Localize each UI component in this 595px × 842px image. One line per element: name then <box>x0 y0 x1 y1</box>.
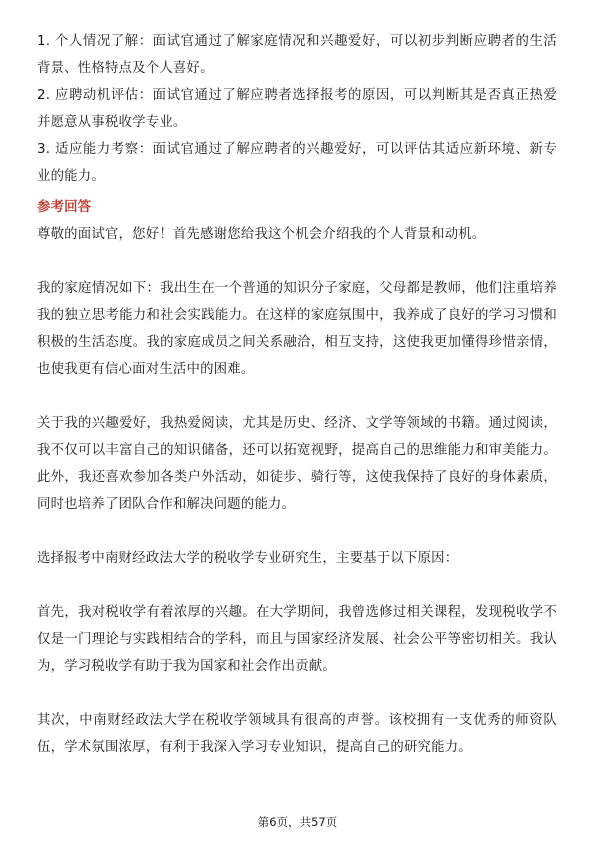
page-footer <box>0 814 595 830</box>
answer-paragraph-reason-first: 首先，我对税收学有着浓厚的兴趣。在大学期间，我曾选修过相关课程，发现税收学不仅是一门理论与实践相结合的学科，而且与国家经济发展、社会公平等密切相关。我认为，学习税收学有助于我为国家和社会作出贡献。 <box>37 605 557 674</box>
criteria-item-2: 2. 应聘动机评估：面试官通过了解应聘者选择报考的原因，可以判断其是否真正热爱并愿意从事税收学专业。 <box>37 88 557 130</box>
answer-paragraph-hobbies: 关于我的兴趣爱好，我热爱阅读，尤其是历史、经济、文学等领域的书籍。通过阅读，我不仅可以丰富自己的知识储备，还可以拓宽视野，提高自己的思维能力和审美能力。此外，我还喜欢参加各类户外活动，如徒步、骑行等，这使我保持了良好的身体素质，同时也培养了团队合作和解决问题的能力。 <box>37 416 557 512</box>
answer-paragraph-reasons-intro: 选择报考中南财经政法大学的税收学专业研究生，主要基于以下原因： <box>37 551 459 566</box>
answer-heading: 参考回答 <box>37 200 92 215</box>
document-body <box>37 28 557 761</box>
criteria-item-1: 1. 个人情况了解：面试官通过了解家庭情况和兴趣爱好，可以初步判断应聘者的生活背景、性格特点及个人喜好。 <box>37 34 557 76</box>
criteria-item-3: 3. 适应能力考察：面试官通过了解应聘者的兴趣爱好，可以评估其适应新环境、新专业的能力。 <box>37 142 557 184</box>
page-number-label: 第6页，共57页 <box>257 815 338 829</box>
answer-paragraph-reason-second: 其次，中南财经政法大学在税收学领域具有很高的声誉。该校拥有一支优秀的师资队伍，学术氛围浓厚，有利于我深入学习专业知识，提高自己的研究能力。 <box>37 713 557 755</box>
answer-paragraph-greeting: 尊敬的面试官，您好！首先感谢您给我这个机会介绍我的个人背景和动机。 <box>37 227 486 242</box>
answer-paragraph-family: 我的家庭情况如下：我出生在一个普通的知识分子家庭，父母都是教师，他们注重培养我的独立思考能力和社会实践能力。在这样的家庭氛围中，我养成了良好的学习习惯和积极的生活态度。我的家庭成员之间关系融洽，相互支持，这使我更加懂得珍惜亲情，也使我更有信心面对生活中的困难。 <box>37 281 557 377</box>
